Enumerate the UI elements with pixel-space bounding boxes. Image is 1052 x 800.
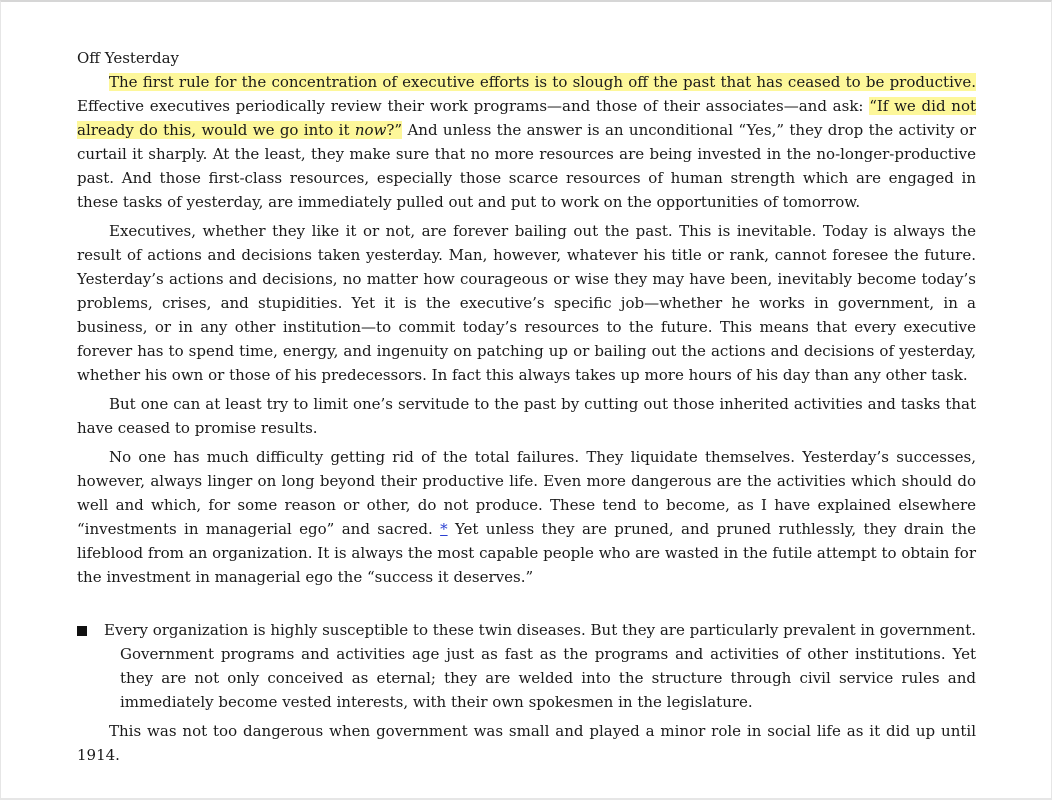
highlight-question-b: ?” bbox=[386, 121, 403, 139]
highlight-rule[interactable]: The first rule for the concentration of executive efforts is to slough off the past that has ceased to be productive. bbox=[109, 73, 976, 91]
paragraph-5: This was not too dangerous when government was small and played a minor role in social life as it did up until 1914. bbox=[77, 722, 976, 764]
bullet-text-a: Every organization is highly susceptible to these twin diseases. bbox=[104, 621, 586, 639]
paragraph-3: But one can at least try to limit one’s servitude to the past by cutting out those inherited activities and tasks that have ceased to promise results. bbox=[77, 395, 976, 437]
section-title: Off Yesterday bbox=[77, 49, 179, 67]
paragraph-1-text-b: And unless the answer is an unconditional “Yes,” they drop the activity or curtail it sharply. At the least, they make sure that no more resources are being invested in the no-longer-productive past. And those first-class resources, especially those scarce resources of human strength which are engaged in these tasks of yesterday, are immediately pulled out and put to work on the opportunities of tomorrow. bbox=[77, 121, 976, 211]
paragraph-4 bbox=[77, 445, 976, 589]
paragraph-4-text-a: No one has much difficulty getting rid of the total failures. They liquidate themselves. Yesterday’s successes, however, always linger on long beyond their productive life. Even more dangerous are the activities which should do well and which, for some reason or other, do not produce. These tend to become, as I have explained elsewhere “investments in managerial ego” and sacred. bbox=[77, 448, 976, 538]
footnote-link[interactable]: * bbox=[440, 520, 448, 538]
paragraph-2: Executives, whether they like it or not, are forever bailing out the past. This is inevitable. Today is always the result of actions and decisions taken yesterday. Man, however, whatever his title or rank, cannot foresee the future. Yesterday’s actions and decisions, no matter how courageous or wise they may have been, inevitably become today’s problems, crises, and stupidities. Yet it is the executive’s specific job—whether he works in government, in a business, or in any other institution—to commit today’s resources to the future. This means that every executive forever has to spend time, energy, and ingenuity on patching up or bailing out the actions and decisions of yesterday, whether his own or those of his predecessors. In fact this always takes up more hours of his day than any other task. bbox=[77, 222, 976, 384]
paragraph-1-text-a: Effective executives periodically review their work programs—and those of their associates—and ask: bbox=[77, 97, 870, 115]
bullet-item bbox=[77, 618, 976, 714]
paragraph-4-text-b: Yet unless they are pruned, and pruned ruthlessly, they drain the lifeblood from an organization. It is always the most capable people who are wasted in the futile attempt to obtain for the investment in managerial ego the “success it deserves.” bbox=[77, 520, 976, 586]
highlight-question-emphasis: now bbox=[354, 121, 387, 139]
highlight-question-a: “If we did not already do this, would we go into it bbox=[77, 97, 976, 139]
bullet-text-b: But they are particularly prevalent in government. Government programs and activities age just as fast as the programs and activities of other institutions. Yet they are not only conceived as eternal; they are welded into the structure through civil service rules and immediately become vested interests, with their own spokesmen in the legislature. bbox=[120, 621, 976, 711]
page-content bbox=[77, 46, 976, 772]
square-bullet-icon bbox=[77, 626, 87, 636]
paragraph-1 bbox=[77, 70, 976, 214]
